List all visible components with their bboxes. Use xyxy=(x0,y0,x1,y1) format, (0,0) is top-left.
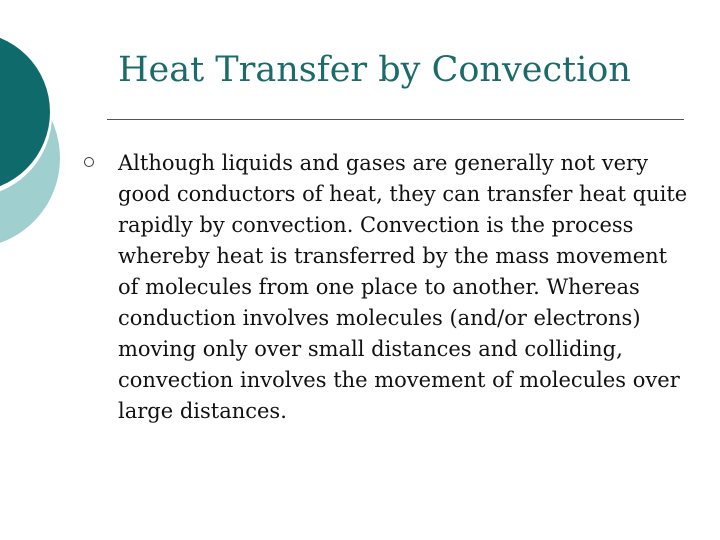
title-divider xyxy=(107,119,684,120)
hollow-circle-icon xyxy=(84,157,94,167)
bullet-text: Although liquids and gases are generally not very good conductors of heat, they can transfer heat quite rapidly by convection. Convection is the process whereby heat is transferred by the mass movement of molecules from one place to another. Whereas conduction involves molecules (and/or electrons) moving only over small distances and colliding, convection involves the movement of molecules over large distances. xyxy=(118,151,688,423)
decorative-circles xyxy=(0,0,60,290)
slide-title: Heat Transfer by Convection xyxy=(118,50,631,90)
